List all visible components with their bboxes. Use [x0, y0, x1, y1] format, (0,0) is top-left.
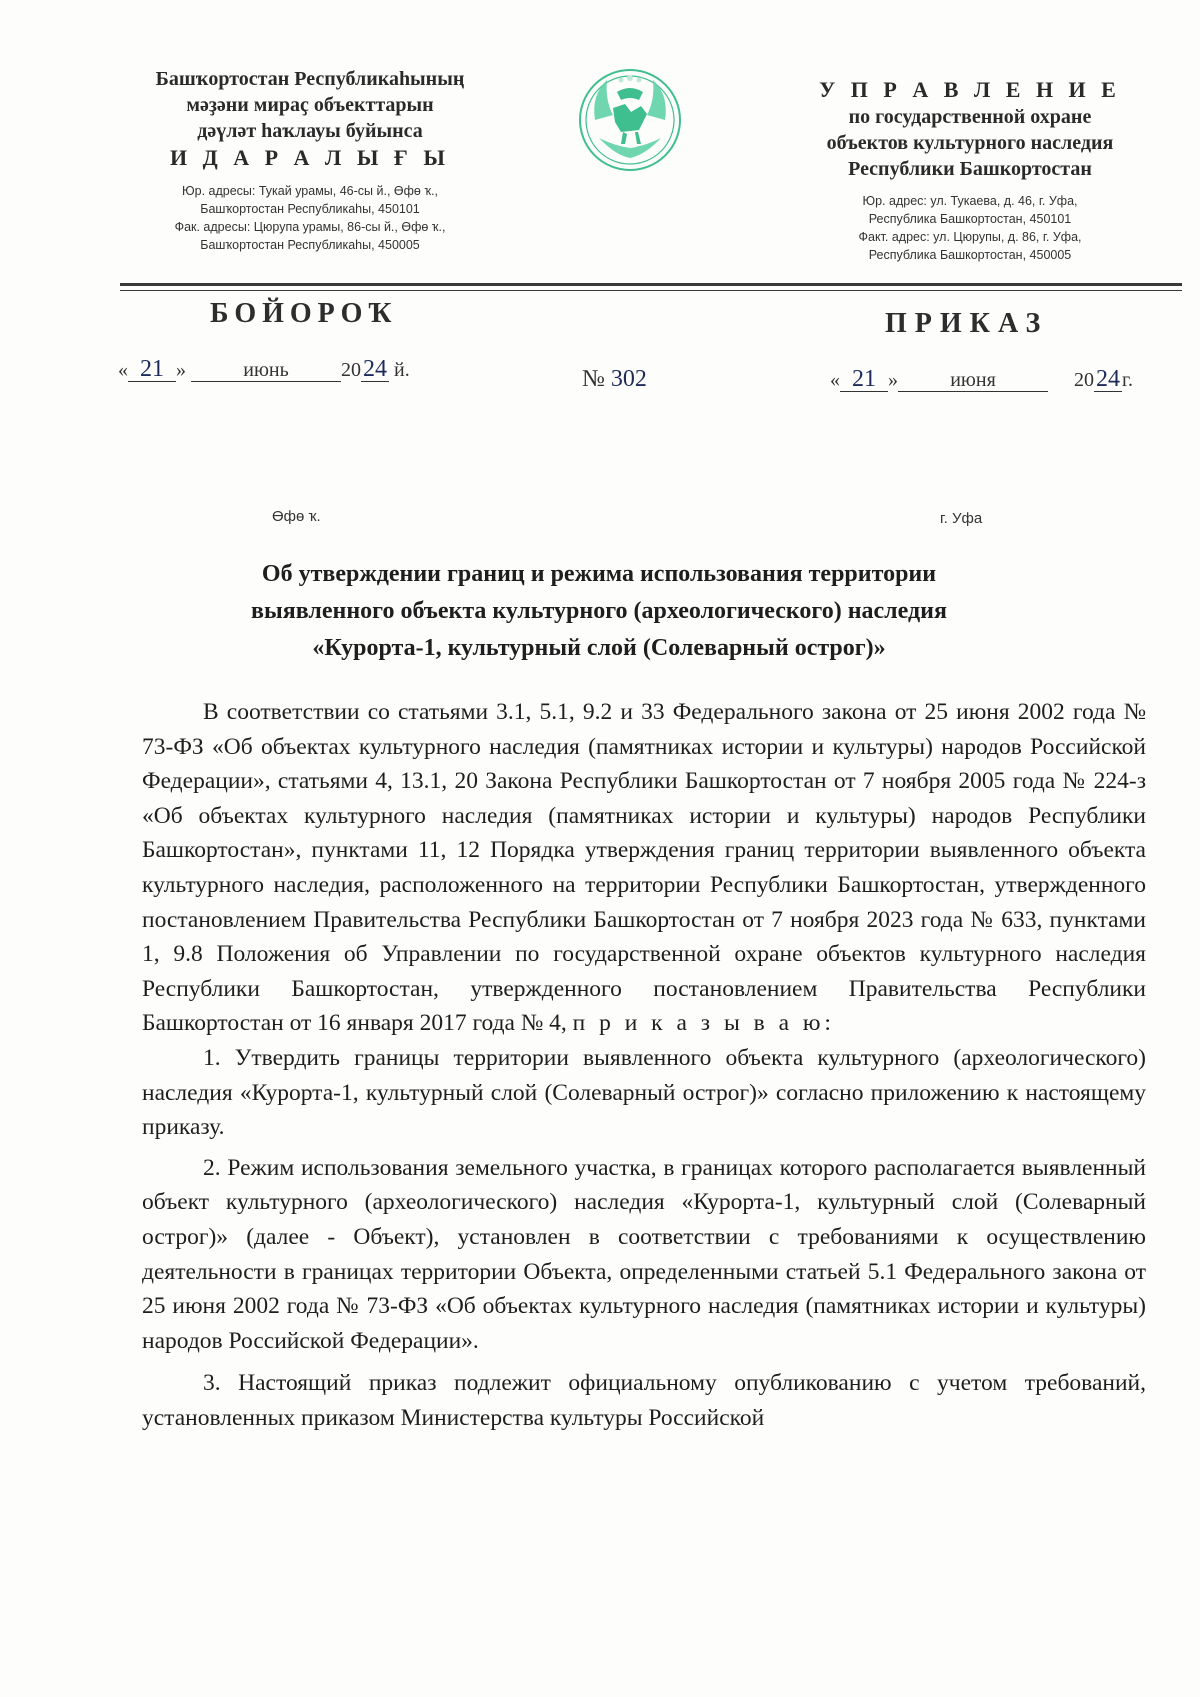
org-name-line: Башҡортостан Республикаһының — [155, 68, 465, 90]
bashkortostan-coat-of-arms-icon — [575, 60, 685, 180]
item-3: 3. Настоящий приказ подлежит официальному опубликованию с учетом требований, установленных приказом Министерства культуры Российской — [142, 1370, 1146, 1431]
year-prefix: 20 — [341, 359, 361, 381]
org-name-line: мәҙәни мираҫ объекттарын — [186, 94, 434, 116]
address-block — [790, 192, 1150, 264]
preamble-text: В соответствии со статьями 3.1, 5.1, 9.2 и 33 Федерального закона от 25 июня 2002 года № 73-ФЗ «Об объектах культурного наследия (памятниках истории и культуры) народов Российской Федерации», статьями 4, 13.1, 20 Закона Республики Башкортостан от 7 ноября 2005 года № 224-з «Об объектах культурного наследия (памятниках истории и культуры) народов Республики Башкортостан», пунктами 11, 12 Порядка утверждения границ территории выявленного объекта культурного наследия, расположенного на территории Республики Башкортостан, утвержденного постановлением Правительства Республики Башкортостан от 7 ноября 2023 года № 633, пунктами 1, 9.8 Положения об Управлении по государственной охране объектов культурного наследия Республики Башкортостан, утвержденного постановлением Правительства Республики Башкортостан от 16 января 2017 года № 4, — [142, 699, 1146, 1037]
document-body — [142, 695, 1146, 1435]
date-month-field — [191, 359, 341, 382]
item-2: 2. Режим использования земельного участка, в границах которого располагается выявленный объект культурного (археологического) наследия «Курорта-1, культурный слой (Солеварный острог)» (далее - Объект), установлен в соответствии с требованиями к осуществлению деятельности в границах территории Объекта, определенными статьей 5.1 Федерального закона от 25 июня 2002 года № 73-ФЗ «Об объектах культурного наследия (памятниках истории и культуры) народов Российской Федерации». — [142, 1154, 1146, 1354]
document-title — [140, 556, 1058, 667]
open-quote: « — [118, 359, 128, 381]
address-line: Фак. адресы: Цюрупа урамы, 86-сы й., Өфө ҡ., — [174, 220, 446, 234]
preamble-paragraph — [142, 695, 1146, 1041]
org-name-line: дәүләт һаҡлауы буйынса — [197, 120, 423, 142]
date-suffix: й. — [394, 359, 410, 381]
city-bashkir: Өфө ҡ. — [272, 508, 321, 525]
address-line: Факт. адрес: ул. Цюрупы, д. 86, г. Уфа, — [858, 230, 1082, 244]
date-russian — [830, 368, 1133, 392]
org-name-line: по государственной охране — [848, 106, 1092, 128]
date-month-field — [898, 369, 1048, 392]
title-line: Об утверждении границ и режима использования территории — [261, 561, 937, 587]
date-bashkir — [118, 358, 410, 382]
date-day: 21 — [852, 366, 876, 392]
date-month: июня — [950, 369, 996, 391]
close-quote: » — [888, 369, 898, 391]
date-day-field — [128, 358, 176, 382]
address-line: Республика Башкортостан, 450101 — [868, 212, 1072, 226]
date-year-field — [361, 358, 389, 382]
title-line: «Курорта-1, культурный слой (Солеварный острог)» — [312, 635, 886, 661]
header-divider-thin — [120, 290, 1182, 291]
header-left — [130, 66, 490, 254]
open-quote: « — [830, 369, 840, 391]
address-block — [130, 182, 490, 254]
city-russian: г. Уфа — [940, 510, 983, 527]
address-line: Юр. адресы: Тукай урамы, 46-сы й., Өфө ҡ., — [182, 184, 438, 198]
org-title: И Д А Р А Л Ы Ғ Ы — [169, 145, 451, 170]
header-divider-thick — [120, 283, 1182, 286]
org-title: У П Р А В Л Е Н И Е — [819, 77, 1121, 102]
year-suffix: 24 — [1096, 366, 1120, 392]
date-year-field — [1094, 368, 1122, 392]
org-name-line: объектов культурного наследия — [826, 132, 1114, 154]
number-value: 302 — [610, 366, 647, 392]
year-prefix: 20 — [1074, 369, 1094, 391]
item-1: 1. Утвердить границы территории выявленного объекта культурного (археологического) наследия «Курорта-1, культурный слой (Солеварный острог)» согласно приложению к настоящему приказу. — [142, 1044, 1146, 1141]
date-day: 21 — [140, 356, 164, 382]
date-day-field — [840, 368, 888, 392]
title-line: выявленного объекта культурного (археологического) наследия — [251, 598, 947, 624]
address-line: Юр. адрес: ул. Тукаева, д. 46, г. Уфа, — [862, 194, 1078, 208]
doc-type-russian: ПРИКАЗ — [885, 308, 1049, 339]
address-line: Республика Башкортостан, 450005 — [868, 248, 1072, 262]
doc-type-bashkir: БОЙОРОҠ — [210, 298, 398, 329]
org-name-line: Республики Башкортостан — [848, 158, 1092, 180]
date-suffix: г. — [1122, 369, 1133, 391]
year-suffix: 24 — [363, 356, 387, 382]
address-line: Башҡортостан Республикаһы, 450005 — [200, 238, 420, 252]
address-line: Башҡортостан Республикаһы, 450101 — [200, 202, 420, 216]
number-sign: № — [582, 366, 605, 392]
close-quote: » — [176, 359, 186, 381]
order-number — [582, 366, 647, 393]
order-word: п р и к а з ы в а ю: — [572, 1010, 835, 1037]
date-month: июнь — [243, 359, 289, 381]
header-right — [790, 76, 1150, 264]
